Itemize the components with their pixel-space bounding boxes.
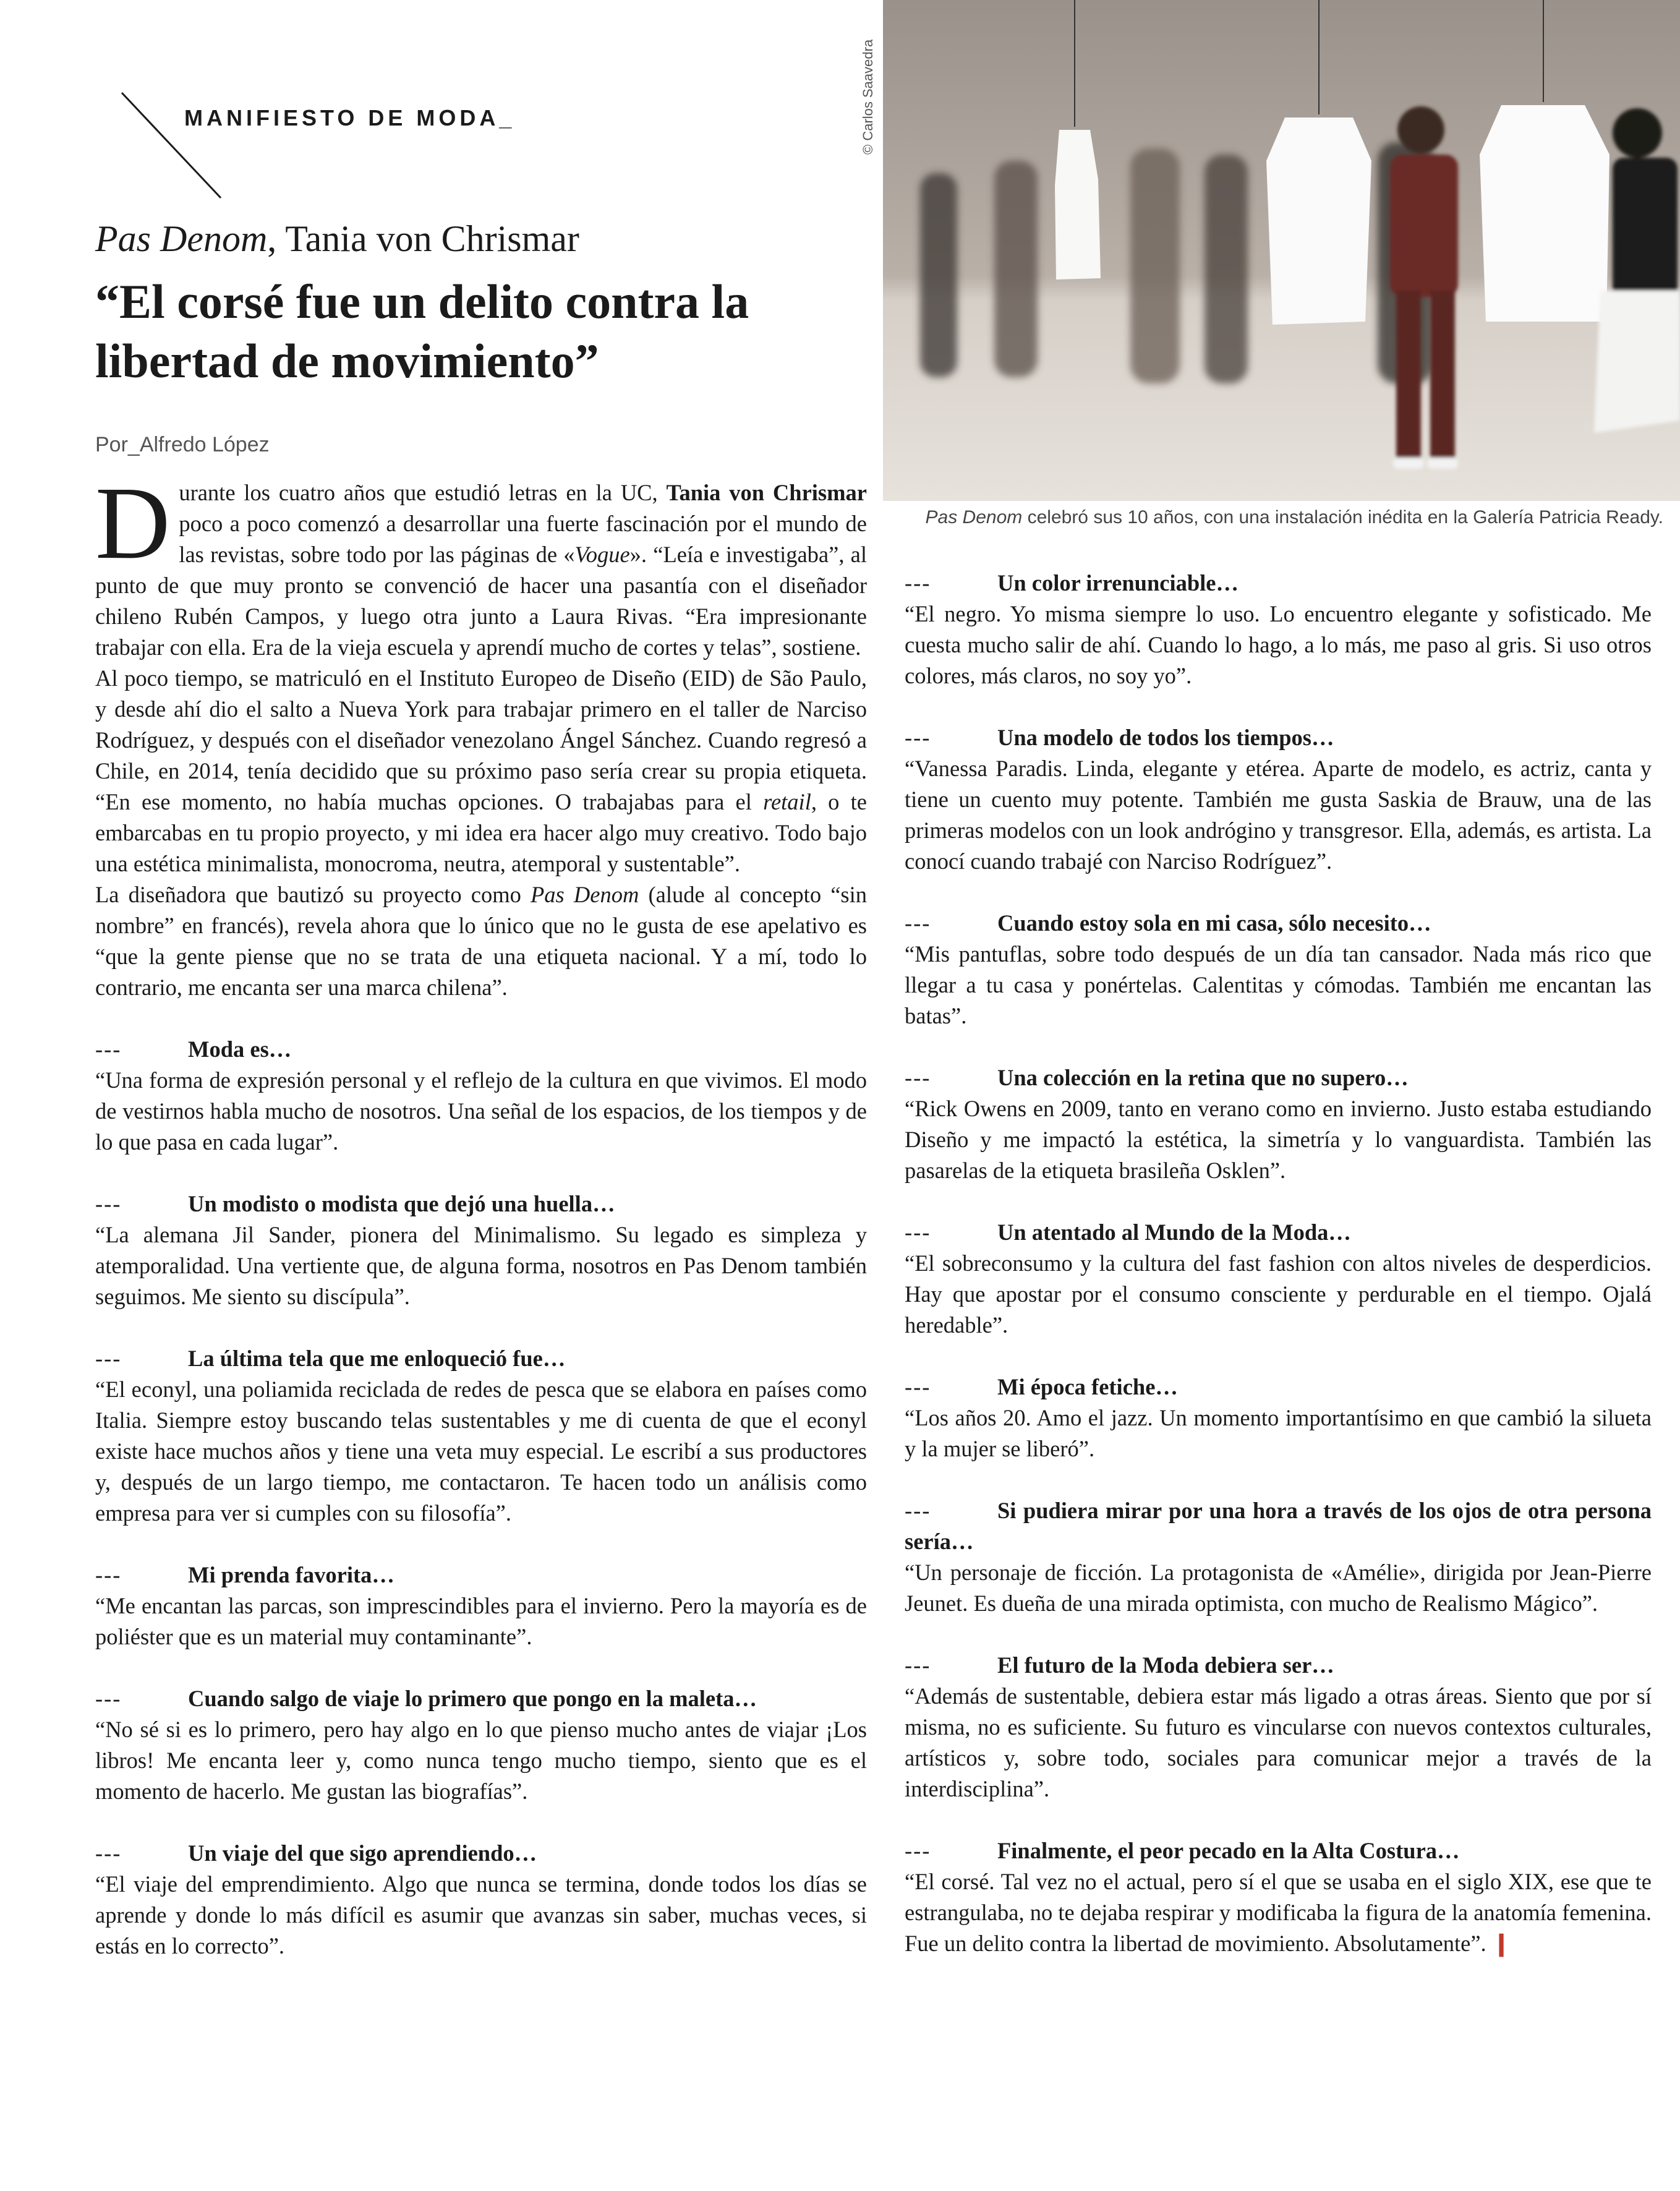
qa-question: --- Finalmente, el peor pecado en la Alta Costura… bbox=[905, 1838, 1460, 1863]
qa-item bbox=[95, 1683, 867, 1807]
qa-item bbox=[905, 908, 1652, 1031]
qa-answer: “Además de sustentable, debiera estar más ligado a otras áreas. Siento que por sí misma, no es suficiente. Su futuro es vincularse con nuevos contextos culturales, artísticos y, sobre todo, sociales para comunicar mejor a través de la interdisciplina”. bbox=[905, 1683, 1652, 1801]
caption-text: celebró sus 10 años, con una instalación inédita en la Galería Patricia Ready. bbox=[1022, 507, 1663, 527]
qa-question: --- Un atentado al Mundo de la Moda… bbox=[905, 1219, 1351, 1245]
end-mark-icon: ❙ bbox=[1491, 1931, 1511, 1956]
qa-answer: “Me encantan las parcas, son imprescindibles para el invierno. Pero la mayoría es de poliéster que es un material muy contaminante”. bbox=[95, 1593, 867, 1649]
caption-brand: Pas Denom bbox=[925, 507, 1023, 527]
installation-photo bbox=[883, 0, 1680, 501]
qa-question: --- Moda es… bbox=[95, 1036, 292, 1062]
qa-answer: “El viaje del emprendimiento. Algo que nunca se termina, donde todos los días se aprende y donde lo más difícil es asumir que avanzas sin saber, muchas veces, si estás en lo correcto”. bbox=[95, 1871, 867, 1958]
qa-answer: “Vanessa Paradis. Linda, elegante y etérea. Aparte de modelo, es actriz, canta y tiene un cuento muy potente. También me gusta Saskia de Brauw, una de las primeras modelos con un look andrógino y transgresor. Ella, además, es artista. La conocí cuando trabajé con Narciso Rodríguez”. bbox=[905, 756, 1652, 874]
qa-item bbox=[95, 1034, 867, 1158]
designer-name: Tania von Chrismar bbox=[666, 480, 867, 505]
article-headline: “El corsé fue un delito contra la libertad de movimiento” bbox=[95, 275, 749, 388]
qa-answer: “El econyl, una poliamida reciclada de redes de pesca que se elabora en países como Italia. Siempre estoy buscando telas sustentables y me di cuenta de que el econyl existe hace muchos años y tiene una veta muy especial. Le escribí a sus productores y, después de un largo tiempo, me contactaron. Te hacen todo un análisis como empresa para ver si cumples con su filosofía”. bbox=[95, 1377, 867, 1526]
qa-answer: “Una forma de expresión personal y el reflejo de la cultura en que vivimos. El modo de vestirnos habla mucho de nosotros. Una señal de los espacios, de los tiempos y de lo que pasa en cada lugar”. bbox=[95, 1067, 867, 1155]
qa-question: --- Si pudiera mirar por una hora a través de los ojos de otra persona sería… bbox=[905, 1498, 1652, 1554]
qa-item bbox=[905, 1217, 1652, 1341]
qa-question: --- El futuro de la Moda debiera ser… bbox=[905, 1652, 1334, 1678]
qa-answer: “No sé si es lo primero, pero hay algo en lo que pienso mucho antes de viajar ¡Los libros! Me encanta leer y, como nunca tengo mucho tiempo, siento que es el momento de hacerlo. Me gustan las biografías”. bbox=[95, 1717, 867, 1804]
qa-answer: “Mis pantuflas, sobre todo después de un día tan cansador. Nada más rico que llegar a tu casa y ponértelas. Calentitas y cómodas. También me encantan las batas”. bbox=[905, 941, 1652, 1028]
qa-question: --- Un color irrenunciable… bbox=[905, 570, 1239, 596]
left-column bbox=[95, 466, 868, 1962]
qa-item bbox=[95, 1838, 867, 1962]
section-label: MANIFIESTO DE MODA_ bbox=[184, 105, 516, 130]
qa-answer: “Un personaje de ficción. La protagonista de «Amélie», dirigida por Jean-Pierre Jeunet. Es dueña de una mirada optimista, con mucho de Realismo Mágico”. bbox=[905, 1560, 1652, 1616]
qa-item bbox=[905, 568, 1652, 691]
qa-item bbox=[95, 1560, 867, 1652]
qa-item bbox=[95, 1189, 867, 1312]
qa-question: --- Mi prenda favorita… bbox=[95, 1562, 394, 1587]
qa-answer: “Los años 20. Amo el jazz. Un momento importantísimo en que cambió la silueta y la mujer se liberó”. bbox=[905, 1405, 1652, 1461]
qa-question: --- Cuando salgo de viaje lo primero que pongo en la maleta… bbox=[95, 1686, 757, 1711]
qa-item bbox=[905, 1835, 1652, 1959]
kicker-designer: , Tania von Chrismar bbox=[267, 218, 579, 259]
kicker-brand: Pas Denom bbox=[95, 218, 268, 259]
intro-paragraph-1: Durante los cuatro años que estudió letras en la UC, Tania von Chrismar poco a poco comenzó a desarrollar una fuerte fascinación por el mundo de las revistas, sobre todo por las páginas de «Vogue». “Leía e investigaba”, al punto de que muy pronto se convenció de hacer una pasantía con el diseñador chileno Rubén Campos, y luego otra junto a Laura Rivas. “Era impresionante trabajar con ella. Era de la vieja escuela y aprendí mucho de cortes y telas”, sostiene. bbox=[95, 466, 867, 660]
article-kicker bbox=[95, 218, 579, 260]
qa-question: --- Un viaje del que sigo aprendiendo… bbox=[95, 1840, 537, 1866]
vogue-mention: Vogue bbox=[574, 542, 630, 567]
qa-answer: “La alemana Jil Sander, pionera del Minimalismo. Su legado es simpleza y atemporalidad. Una vertiente que, de alguna forma, nosotros en Pas Denom también seguimos. Me siento su discípula”. bbox=[95, 1222, 867, 1309]
photo-credit: © Carlos Saavedra bbox=[860, 39, 876, 155]
byline: Por_Alfredo López bbox=[95, 433, 270, 456]
photo-caption bbox=[883, 507, 1663, 528]
qa-item bbox=[905, 1650, 1652, 1804]
qa-answer: “Rick Owens en 2009, tanto en verano como en invierno. Justo estaba estudiando Diseño y me impactó la estética, la simetría y lo vanguardista. También las pasarelas de la etiqueta brasileña Osklen”. bbox=[905, 1096, 1652, 1183]
intro-paragraph-2: Al poco tiempo, se matriculó en el Instituto Europeo de Diseño (EID) de São Paulo, y desde ahí dio el salto a Nueva York para trabajar primero en el taller de Narciso Rodríguez, y después con el diseñador venezolano Ángel Sánchez. Cuando regresó a Chile, en 2014, tenía decidido que su próximo paso sería crear su propia etiqueta. “En ese momento, no había muchas opciones. O trabajabas para el retail, o te embarcabas en tu propio proyecto, y mi idea era hacer algo muy creativo. Todo bajo una estética minimalista, monocroma, neutra, atemporal y sustentable”. bbox=[95, 665, 867, 876]
qa-item bbox=[905, 1372, 1652, 1464]
qa-question: --- Cuando estoy sola en mi casa, sólo necesito… bbox=[905, 910, 1431, 936]
qa-item bbox=[905, 1062, 1652, 1186]
qa-answer: “El negro. Yo misma siempre lo uso. Lo encuentro elegante y sofisticado. Me cuesta mucho salir de ahí. Cuando lo hago, a lo más, me paso al gris. Si uso otros colores, más claros, no soy yo”. bbox=[905, 601, 1652, 688]
qa-item bbox=[905, 722, 1652, 877]
qa-question: --- Una colección en la retina que no supero… bbox=[905, 1065, 1409, 1090]
qa-question: --- Una modelo de todos los tiempos… bbox=[905, 725, 1334, 750]
qa-answer: “El sobreconsumo y la cultura del fast fashion con altos niveles de desperdicios. Hay que apostar por el consumo consciente y perdurable en el tiempo. Ojalá heredable”. bbox=[905, 1250, 1652, 1338]
qa-question: --- Un modisto o modista que dejó una huella… bbox=[95, 1191, 615, 1216]
intro-paragraph-3: La diseñadora que bautizó su proyecto como Pas Denom (alude al concepto “sin nombre” en francés), revela ahora que lo único que no le gusta de ese apelativo es “que la gente piense que no se trata de una etiqueta nacional. Y a mí, todo lo contrario, me encanta ser una marca chilena”. bbox=[95, 882, 868, 1000]
qa-question: --- La última tela que me enloqueció fue… bbox=[95, 1346, 566, 1371]
left-qa-list bbox=[95, 1034, 867, 1962]
qa-item bbox=[905, 1495, 1652, 1619]
drop-cap: D bbox=[95, 466, 171, 581]
qa-question: --- Mi época fetiche… bbox=[905, 1374, 1178, 1399]
qa-item bbox=[95, 1343, 867, 1529]
qa-answer: “El corsé. Tal vez no el actual, pero sí el que se usaba en el siglo XIX, ese que te estrangulaba, no te dejaba respirar y modificaba la figura de la anatomía femenina. Fue un delito contra la libertad de movimiento. Absolutamente”. ❙ bbox=[905, 1869, 1652, 1956]
right-column bbox=[905, 568, 1652, 1959]
